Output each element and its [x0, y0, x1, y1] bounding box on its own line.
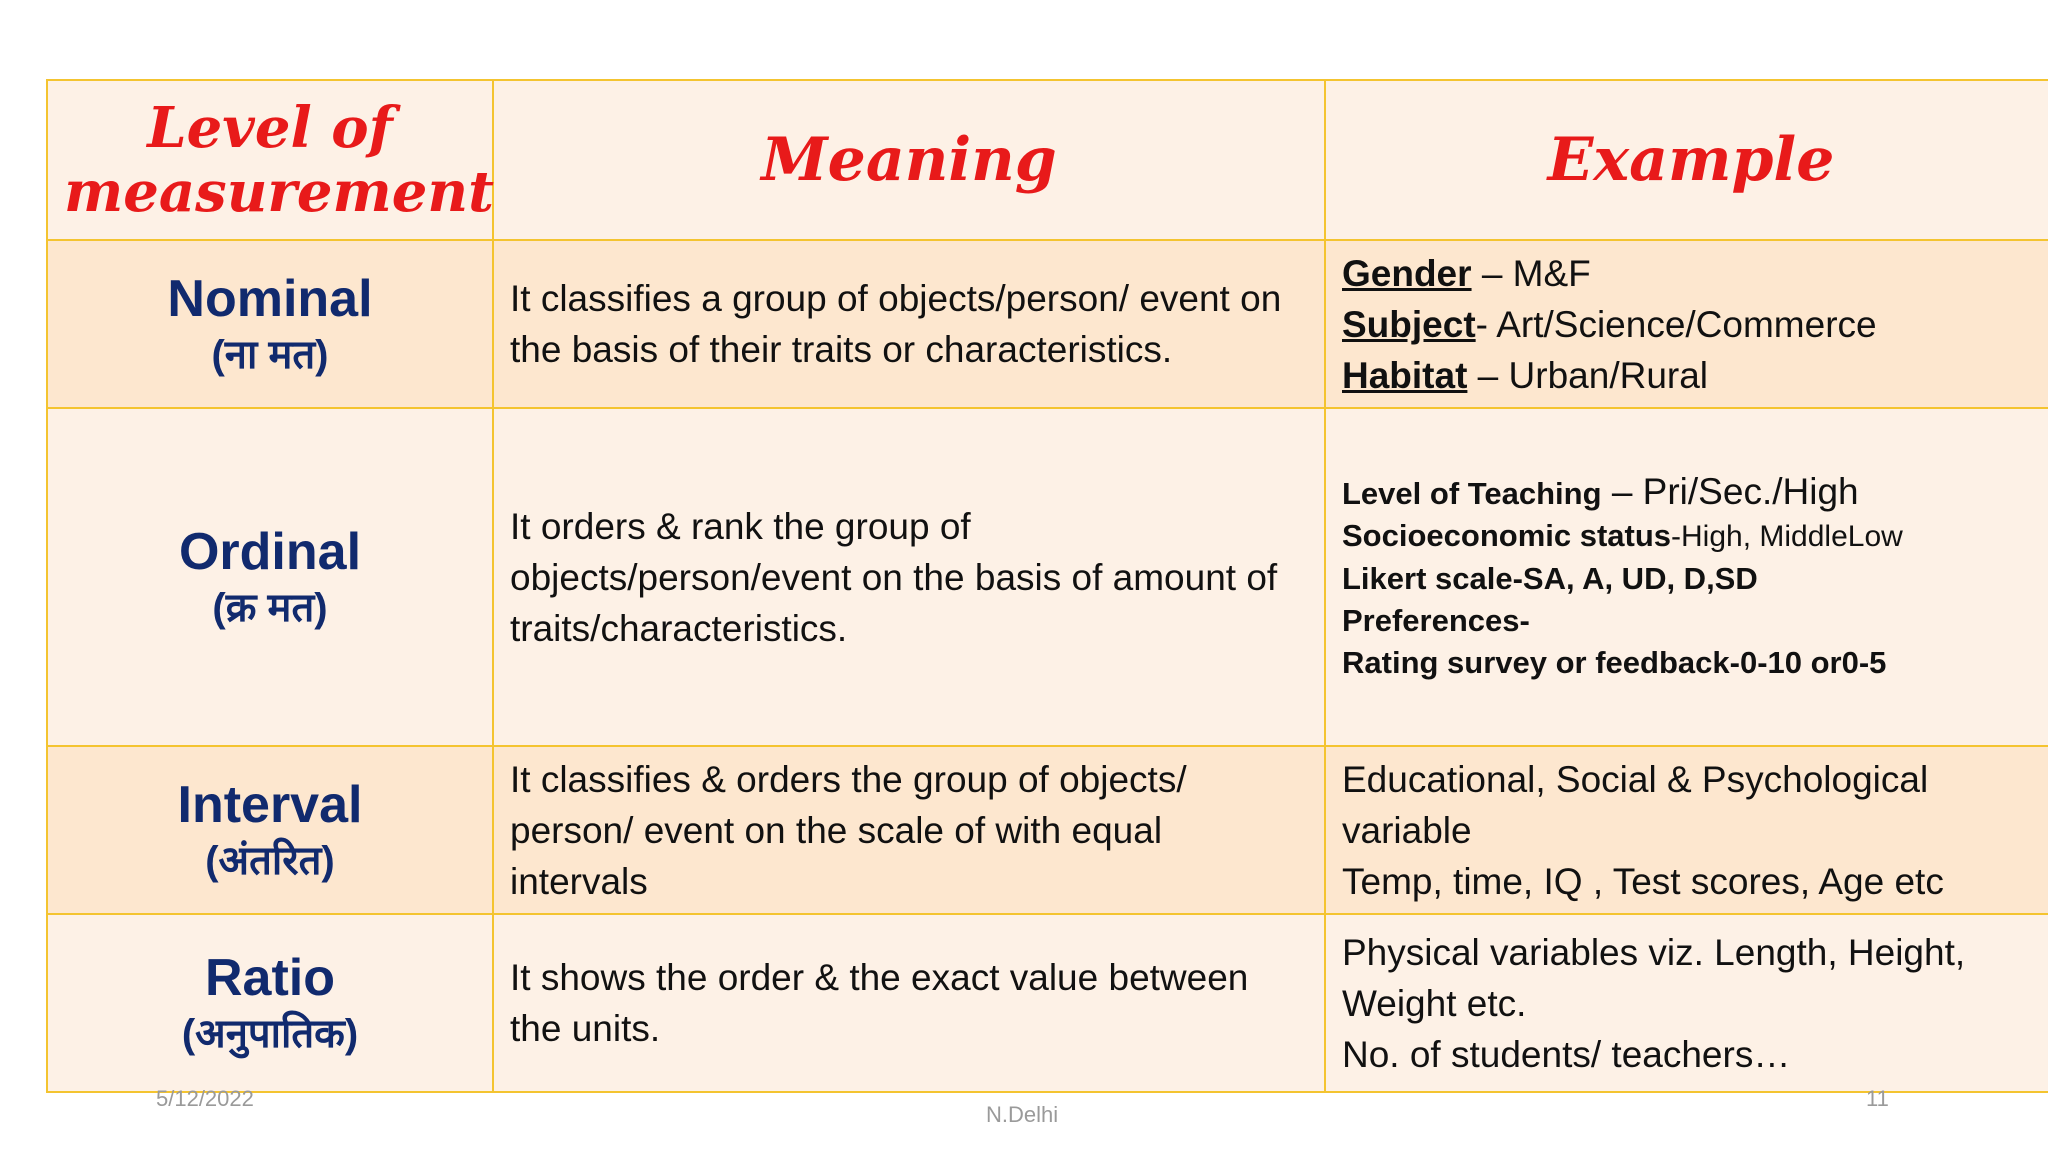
level-name: Interval: [177, 775, 363, 834]
example-cell: [1325, 746, 2048, 914]
level-cell: [47, 746, 493, 914]
example-value: – M&F: [1471, 252, 1591, 294]
header-meaning: Meaning: [493, 80, 1325, 240]
meaning-cell: It classifies & orders the group of objects/ person/ event on the scale of with equal intervals: [493, 746, 1325, 914]
level-cell: [47, 240, 493, 408]
example-value: - Art/Science/Commerce: [1475, 303, 1877, 345]
level-hindi: (ना मत): [211, 333, 329, 378]
example-key: Socioeconomic status: [1342, 517, 1672, 553]
example-key: Habitat: [1342, 354, 1468, 396]
header-level: Level of measurement: [47, 80, 493, 240]
example-value: – Urban/Rural: [1467, 354, 1709, 396]
footer-date: 5/12/2022: [156, 1086, 254, 1111]
example-key: Preferences-: [1342, 602, 1530, 638]
meaning-cell: It orders & rank the group of objects/person/event on the basis of amount of traits/characteristics.: [493, 408, 1325, 746]
example-key: Rating survey or feedback-0-10 or0-5: [1342, 644, 1887, 680]
example-cell: [1325, 240, 2048, 408]
example-value: – Pri/Sec./High: [1601, 470, 1859, 512]
level-hindi: (अंतरित): [205, 839, 335, 884]
level-cell: [47, 408, 493, 746]
example-cell: [1325, 914, 2048, 1092]
example-line: [1342, 515, 2040, 558]
table-row-ordinal: [47, 408, 2048, 746]
footer-page-number: 11: [1866, 1086, 1889, 1111]
example-line: [1342, 299, 2040, 350]
level-name: Nominal: [167, 269, 373, 328]
example-line: [1342, 642, 2040, 684]
example-line: No. of students/ teachers…: [1342, 1033, 1791, 1075]
example-key: Subject: [1342, 303, 1476, 345]
header-example: Example: [1325, 80, 2048, 240]
level-name: Ordinal: [178, 522, 362, 581]
level-hindi: (क्र मत): [212, 586, 328, 631]
example-line: Temp, time, IQ , Test scores, Age etc: [1342, 860, 1944, 902]
example-line: [1342, 471, 2040, 515]
example-line: [1342, 350, 2040, 401]
meaning-cell: It shows the order & the exact value between the units.: [493, 914, 1325, 1092]
table-row-nominal: [47, 240, 2048, 408]
example-line: Educational, Social & Psychological variable: [1342, 758, 1929, 851]
level-hindi: (अनुपातिक): [181, 1012, 359, 1057]
measurement-levels-table: [46, 79, 2048, 1093]
table-row-interval: [47, 746, 2048, 914]
example-line: Physical variables viz. Length, Height, Weight etc.: [1342, 931, 1966, 1024]
meaning-cell: It classifies a group of objects/person/ event on the basis of their traits or characteristics.: [493, 240, 1325, 408]
table-row-ratio: [47, 914, 2048, 1092]
example-value: -High, MiddleLow: [1671, 519, 1903, 553]
level-name: Ratio: [205, 948, 335, 1007]
example-key: Gender: [1342, 252, 1472, 294]
example-key: Likert scale-SA, A, UD, D,SD: [1342, 560, 1758, 596]
footer-center-text: N.Delhi: [986, 1102, 1059, 1127]
example-key: Level of Teaching: [1342, 475, 1602, 511]
table-header-row: [47, 80, 2048, 240]
example-line: [1342, 558, 2040, 600]
example-line: [1342, 600, 2040, 642]
example-line: [1342, 248, 2040, 299]
example-cell: [1325, 408, 2048, 746]
level-cell: [47, 914, 493, 1092]
